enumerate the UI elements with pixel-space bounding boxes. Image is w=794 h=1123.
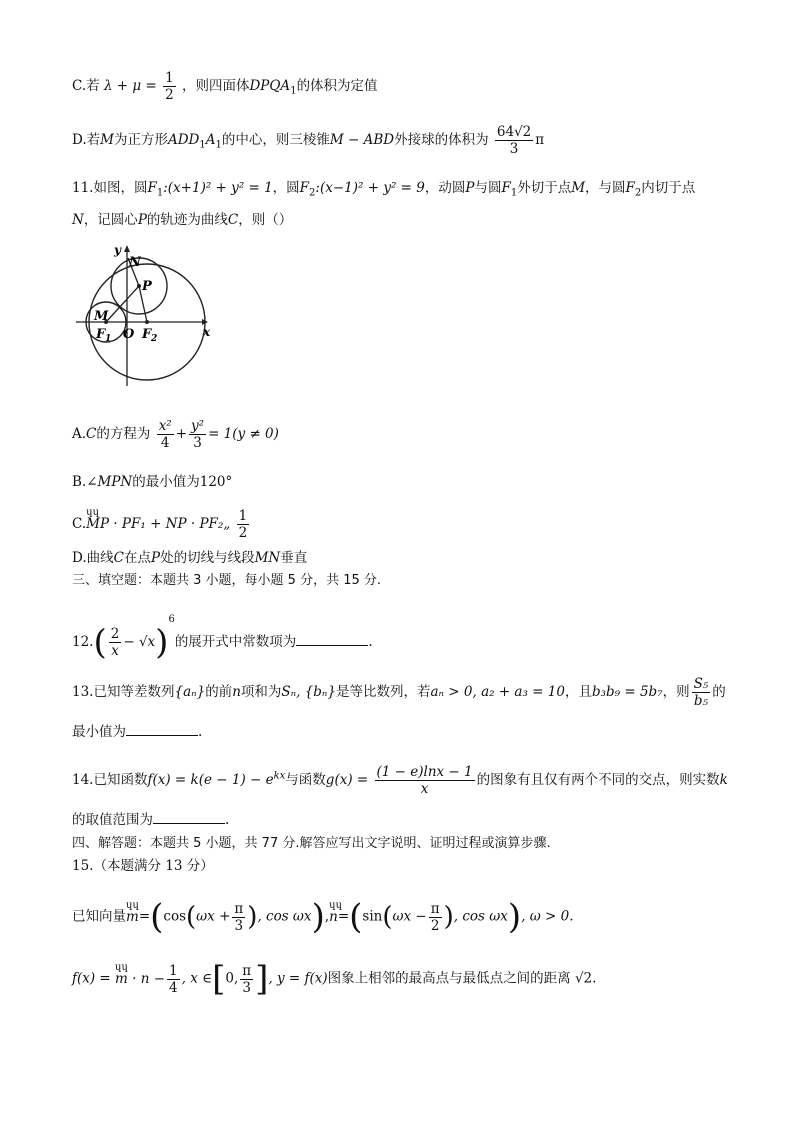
q11-option-d — [72, 548, 307, 568]
q11-t2: ，动圆 — [424, 180, 466, 196]
q11-d-label: D.曲线 — [72, 550, 114, 566]
q13-end: . — [198, 724, 203, 740]
label-n: N — [129, 255, 141, 270]
q12-lparen: ( — [93, 622, 107, 663]
q11-d-mn: MN — [254, 550, 281, 566]
q15-l1-lparen: ( — [150, 897, 164, 937]
q10-d-m: M — [100, 132, 114, 148]
q15-frac2: $\frac{\pi}{2}$ — [430, 900, 440, 934]
q14-end: . — [225, 812, 230, 828]
q13-t3: 是等比数列，若 — [335, 684, 431, 700]
q13-cond2: b₃b₉ = 5b₇ — [591, 684, 663, 700]
q11-f2b: F — [625, 180, 635, 196]
q12-frac: $\frac{2}{x}$ — [110, 626, 120, 659]
q14-frac: $\frac{(1 - e)\ln x - 1}{x}$ — [376, 764, 473, 797]
q13-cond: aₙ > 0, a₂ + a₃ = 10 — [430, 684, 565, 700]
q11-b-value: 120° — [199, 474, 233, 490]
q14-f: f(x) = k(e − 1) − e — [147, 772, 274, 788]
q11-n: N — [72, 212, 84, 228]
q11-t4: 外切于点 — [517, 180, 572, 196]
q11-b-text: 的最小值为 — [132, 474, 200, 490]
q11-c-label: C. — [72, 516, 87, 532]
q11-line1 — [72, 178, 695, 204]
q15-eq2: = — [337, 908, 350, 925]
q15-mn: ɥɥ m · n − — [115, 969, 165, 989]
q12-end: . — [368, 634, 373, 650]
q11-c-expr: ɥɥ MP · PF₁ + NP · PF₂„ — [86, 514, 230, 534]
q11-l2-t1: ，记圆心 — [83, 212, 138, 228]
section-3-heading: 三、填空题：本题共 3 小题，每小题 5 分，共 15 分. — [72, 573, 382, 588]
q15-frac4: $\frac{\pi}{3}$ — [242, 962, 252, 996]
q10-option-d — [72, 124, 544, 157]
q10-c-label: C.若 — [72, 78, 100, 94]
q14-l2-text: 的取值范围为 — [72, 812, 153, 828]
q10-c-text: ，则四面体 — [181, 78, 250, 94]
q13-t1: 的前 — [205, 684, 233, 700]
q11-d-p: P — [150, 550, 161, 566]
q15-line2 — [72, 959, 597, 999]
q11-f2b-sub: 2 — [634, 187, 642, 199]
q11-eq1: :(x+1)² + y² = 1 — [163, 180, 273, 196]
q15-rbracket: ] — [255, 959, 269, 999]
q11-f1: F — [147, 180, 157, 196]
q12-text: 的展开式中常数项为 — [174, 634, 297, 650]
q11-m: M — [571, 180, 586, 196]
label-f2-sub: 2 — [151, 334, 158, 344]
q11-l2-p: P — [137, 212, 147, 228]
q10-d-add: ADD — [167, 132, 200, 148]
q11-b-label: B. — [72, 474, 87, 490]
q15-l2-text: 图象上相邻的最高点与最低点之间的距离 — [327, 970, 571, 987]
q15-line1: 已知向量ɥɥ m=(cos(ωx + $\frac{\pi}{3}$ ), cos ωx),ɥɥ n=(sin(ωx − $\frac{\pi}{2}$ ), cos ωx), ω > 0. — [72, 900, 574, 934]
q11-l2-t3: ，则（） — [238, 212, 293, 228]
q11-a-label: A. — [72, 426, 87, 442]
q10-d-sub2: 1 — [215, 139, 222, 151]
q14-k: k — [719, 772, 728, 788]
q13-line2 — [72, 721, 202, 742]
q15-l1-rparen: ) — [311, 897, 325, 937]
q15-tail: , ω > 0. — [521, 908, 574, 925]
q15-eq1: = — [138, 908, 151, 925]
q15-text: 已知向量 — [72, 908, 126, 925]
q11-option-b — [72, 472, 232, 492]
q14-line2 — [72, 809, 229, 830]
q12-label: 12. — [72, 634, 94, 650]
q11-a-rest: = 1(y ≠ 0) — [208, 426, 279, 442]
point-p — [137, 284, 141, 288]
q15-l1-lparen2: ( — [349, 897, 363, 937]
q11-p: P — [465, 180, 475, 196]
q15-l1-inner-lparen: ( — [186, 902, 197, 932]
q13-t2: 项和为 — [240, 684, 282, 700]
section-4-heading: 四、解答题：本题共 5 小题，共 77 分.解答应写出文字说明、证明过程或演算步骤. — [72, 836, 551, 851]
q15-lbracket: [ — [212, 959, 226, 999]
q12-blank[interactable] — [296, 631, 368, 646]
q11-a-text: 的方程为 — [96, 426, 151, 442]
q12-minus: − — [123, 634, 135, 650]
q15-cos1: cos — [163, 908, 187, 925]
q10-c-tetra: DPQA — [249, 78, 291, 94]
q15-arg1: ωx + — [196, 908, 231, 925]
q13-frac: $\frac{\text{S₅}}{\text{b₅}}$ — [693, 676, 709, 709]
label-y: y — [114, 243, 121, 257]
q10-c-sub: 1 — [290, 85, 297, 97]
q10-c-condition: λ + μ = — [103, 78, 157, 94]
q13-n: n — [232, 684, 241, 700]
q10-d-text2: 的中心，则三棱锥 — [221, 132, 330, 148]
q10-d-text1: 为正方形 — [113, 132, 168, 148]
q11-l2-t2: 的轨迹为曲线 — [146, 212, 228, 228]
label-x: x — [203, 325, 211, 339]
q12-sqrt: √x — [138, 634, 156, 650]
q15-domain: , x ∈ — [181, 970, 213, 987]
q10-d-pi: π — [535, 132, 545, 148]
q15-int0: 0, — [225, 970, 239, 987]
q15-vec-n: ɥɥ n — [329, 907, 338, 927]
q10-c-fraction: $\frac{1}{2}$ — [165, 70, 174, 103]
label-f1: F — [96, 327, 106, 342]
q15-end: . — [592, 970, 597, 987]
q14-label: 14.已知函数 — [72, 772, 148, 788]
q10-d-a1: A — [205, 132, 216, 148]
q13-t4: ，且 — [564, 684, 592, 700]
q11-b-angle: ∠MPN — [86, 474, 133, 490]
q15-comma2: , cos ωx — [453, 908, 508, 925]
point-f2 — [145, 320, 149, 324]
q14-line1 — [72, 764, 728, 797]
q15-sqrt: √2 — [574, 970, 593, 987]
q15-comma1: , cos ωx — [257, 908, 312, 925]
q11-d-c: C — [113, 550, 124, 566]
label-p: P — [142, 279, 152, 294]
q13-l2-text: 最小值为 — [72, 724, 126, 740]
label-f1-sub: 1 — [105, 334, 112, 344]
label-m: M — [94, 309, 109, 324]
q11-figure — [72, 240, 222, 390]
q10-option-c — [72, 70, 378, 103]
q11-a-frac1: $\frac{\text{x²}}{4}$ — [158, 418, 172, 451]
q11-f1b-sub: 1 — [510, 187, 518, 199]
q11-t6: 内切于点 — [641, 180, 696, 196]
q14-f-sup: kx — [273, 770, 286, 782]
q11-c-frac: $\frac{1}{2}$ — [238, 508, 248, 541]
q11-t5: ，与圆 — [585, 180, 626, 196]
q11-d-t2: 处的切线与线段 — [160, 550, 255, 566]
q14-g: g(x) = — [325, 772, 369, 788]
q10-d-sub1: 1 — [199, 139, 206, 151]
q10-d-text3: 外接球的体积为 — [394, 132, 489, 148]
q12-exponent: 6 — [168, 614, 175, 625]
q11-t3: 与圆 — [474, 180, 502, 196]
q15-l1-rparen2: ) — [507, 897, 522, 937]
q13-t5: ，则 — [662, 684, 690, 700]
q12-line — [72, 610, 373, 663]
q10-d-label: D.若 — [72, 132, 101, 148]
q15-title: 15.（本题满分 13 分） — [72, 858, 214, 874]
q11-option-a — [72, 418, 279, 451]
label-f2: F — [142, 327, 152, 342]
q13-an: {aₙ} — [174, 684, 206, 700]
q11-a-c: C — [86, 426, 97, 442]
q11-eq2: :(x−1)² + y² = 9 — [315, 180, 425, 196]
q13-sn: Sₙ, {bₙ} — [281, 684, 336, 700]
q11-l2-c: C — [227, 212, 239, 228]
q15-f: f(x) = — [72, 970, 111, 987]
q11-line2 — [72, 210, 292, 230]
q15-l1-inner-rparen: ) — [247, 902, 258, 932]
q10-c-tail: 的体积为定值 — [296, 78, 378, 94]
q13-t6: 的 — [712, 684, 726, 700]
q13-line1 — [72, 676, 726, 709]
q14-t2: 的图象有且仅有两个不同的交点，则实数 — [476, 772, 720, 788]
q11-d-t1: 在点 — [123, 550, 151, 566]
q15-sin1: sin — [362, 908, 383, 925]
q13-blank[interactable] — [126, 721, 198, 736]
q11-f2: F — [299, 180, 310, 196]
q15-l1-inner-lparen2: ( — [382, 902, 393, 932]
q11-a-plus: + — [175, 426, 188, 442]
q15-l1-inner-rparen2: ) — [443, 902, 454, 932]
q13-label: 13.已知等差数列 — [72, 684, 175, 700]
q10-d-pyramid: M − ABD — [329, 132, 395, 148]
q15-frac1: $\frac{\pi}{3}$ — [234, 900, 244, 934]
q11-t1: ，圆 — [272, 180, 300, 196]
q11-label: 11.如图，圆 — [72, 180, 148, 196]
q11-f1-sub: 1 — [156, 187, 164, 199]
q11-a-frac2: $\frac{\text{y²}}{3}$ — [191, 418, 205, 451]
q15-vec-m: ɥɥ m — [126, 907, 139, 927]
q14-t1: 与函数 — [285, 772, 326, 788]
q11-d-t3: 垂直 — [280, 550, 308, 566]
label-o: O — [123, 327, 135, 342]
q15-y: , y = f(x) — [268, 970, 328, 987]
q11-f1b: F — [501, 180, 511, 196]
q11-f2-sub: 2 — [309, 187, 316, 199]
q11-option-c — [72, 508, 251, 541]
q14-blank[interactable] — [153, 809, 225, 824]
q12-rparen: ) — [155, 622, 169, 663]
q15-arg2: ωx − — [392, 908, 427, 925]
q10-d-fraction: $\frac{64√2}{3}$ — [496, 124, 532, 157]
q15-frac3: $\frac{1}{4}$ — [169, 962, 178, 996]
